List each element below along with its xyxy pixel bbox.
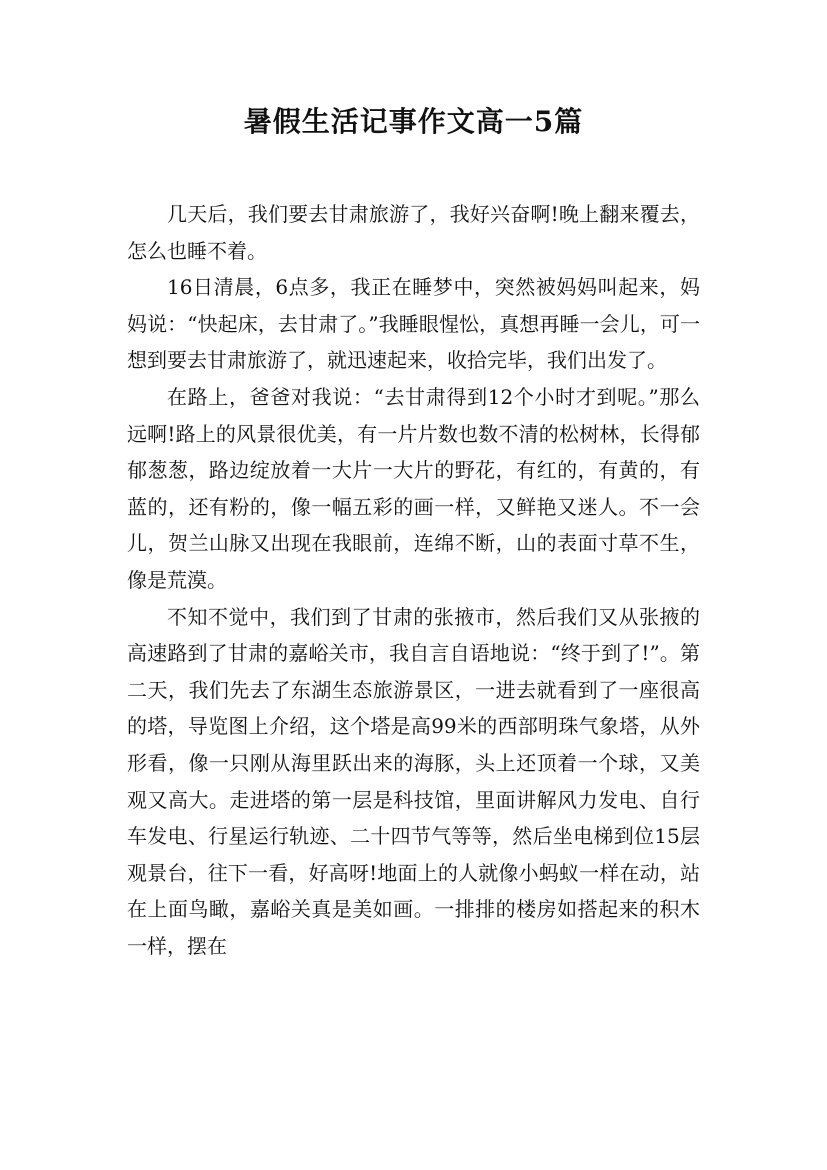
paragraph: 在路上，爸爸对我说：“去甘肃得到12个小时才到呢。”那么远啊!路上的风景很优美，有一片片数也数不清的松树林，长得郁郁葱葱，路边绽放着一大片一大片的野花，有红的，有黄的，有蓝的，还有粉的，像一幅五彩的画一样，又鲜艳又迷人。不一会儿，贺兰山脉又出现在我眼前，连绵不断，山的表面寸草不生，像是荒漠。 — [127, 384, 700, 592]
paragraph: 16日清晨，6点多，我正在睡梦中，突然被妈妈叫起来，妈妈说：“快起床，去甘肃了。”我睡眼惺忪，真想再睡一会儿，可一想到要去甘肃旅游了，就迅速起来，收拾完毕，我们出发了。 — [127, 275, 700, 373]
paragraph: 几天后，我们要去甘肃旅游了，我好兴奋啊!晚上翻来覆去，怎么也睡不着。 — [127, 202, 700, 263]
document-body — [127, 196, 700, 964]
document-title: 暑假生活记事作文高一5篇 — [243, 105, 584, 138]
paragraph: 不知不觉中，我们到了甘肃的张掖市，然后我们又从张掖的高速路到了甘肃的嘉峪关市，我自言自语地说：“终于到了!”。第二天，我们先去了东湖生态旅游景区，一进去就看到了一座很高的塔，导览图上介绍，这个塔是高99米的西部明珠气象塔，从外形看，像一只刚从海里跃出来的海豚，头上还顶着一个球，又美观又高大。走进塔的第一层是科技馆，里面讲解风力发电、自行车发电、行星运行轨迹、二十四节气等等，然后坐电梯到位15层观景台，往下一看，好高呀!地面上的人就像小蚂蚁一样在动，站在上面鸟瞰，嘉峪关真是美如画。一排排的楼房如搭起来的积木一样，摆在 — [127, 604, 700, 958]
